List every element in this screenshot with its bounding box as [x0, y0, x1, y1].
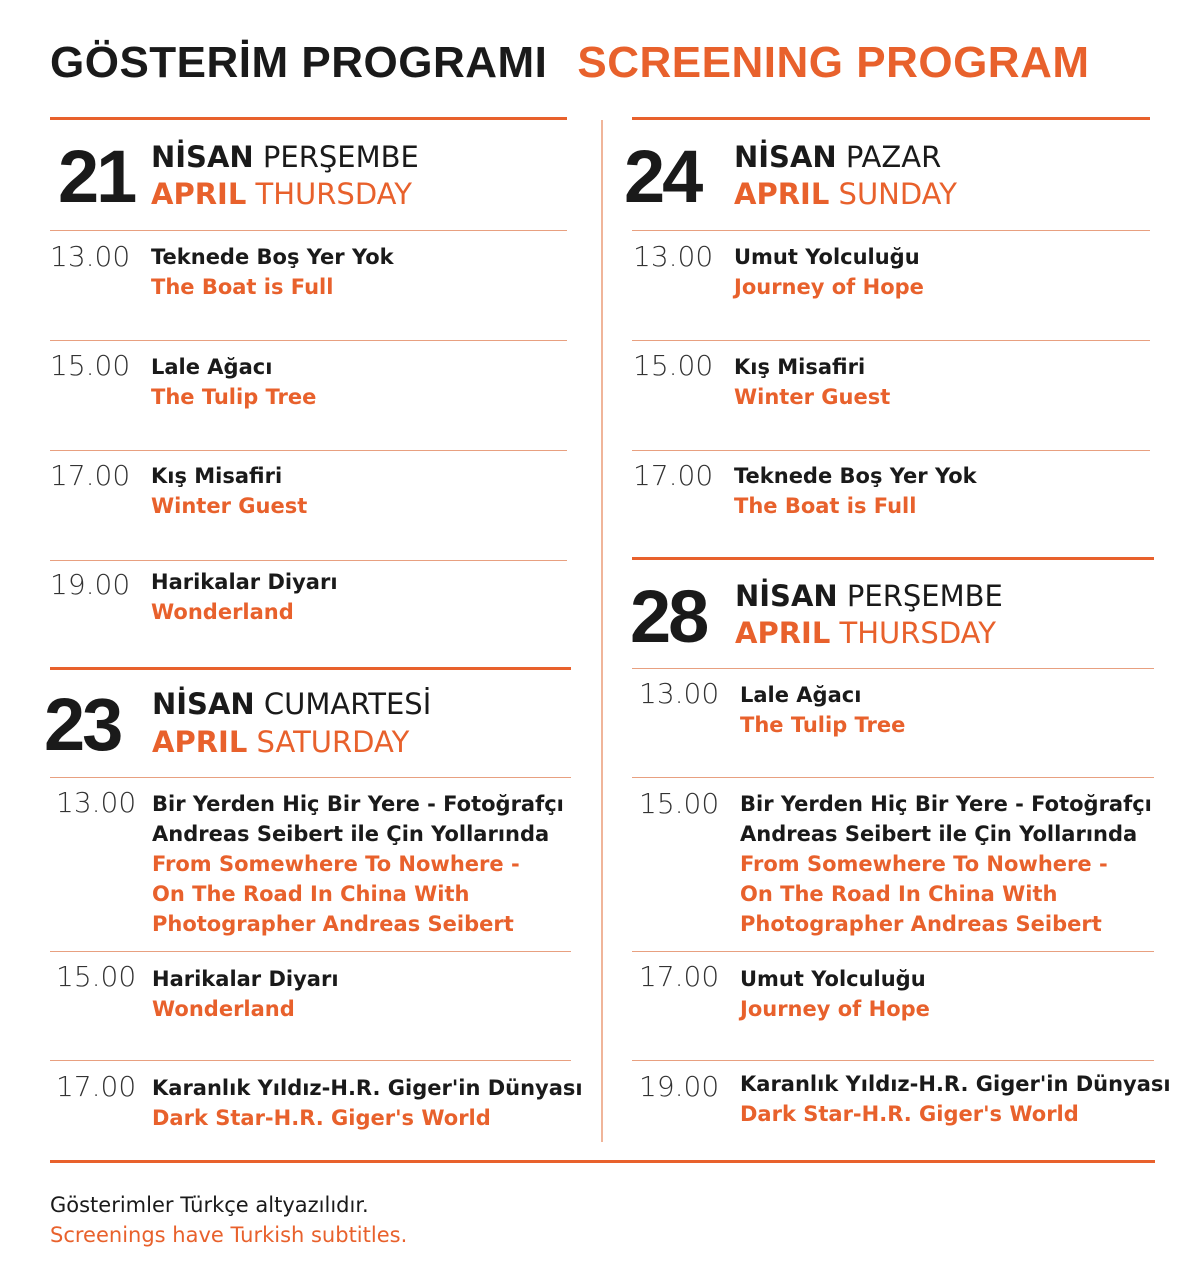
weekday-turkish: PAZAR	[845, 140, 942, 174]
film-title-turkish: Karanlık Yıldız-H.R. Giger'in Dünyası	[152, 1076, 583, 1100]
film-title-turkish: Lale Ağacı	[151, 355, 273, 379]
film-title-english: The Boat is Full	[734, 494, 917, 518]
weekday-english: THURSDAY	[255, 177, 412, 211]
film-title-english: Wonderland	[152, 997, 295, 1021]
screening-time: 17.00	[56, 1070, 137, 1103]
weekday-turkish: PERŞEMBE	[262, 140, 419, 174]
day-header-english	[152, 725, 410, 759]
screening-film	[152, 964, 339, 1024]
day-number: 24	[624, 135, 701, 218]
film-title-turkish: Umut Yolculuğu	[734, 245, 920, 269]
screening-time: 15.00	[56, 960, 137, 993]
film-title-turkish: Kış Misafiri	[734, 355, 866, 379]
film-title-english: Winter Guest	[151, 494, 308, 518]
screening-film	[734, 352, 890, 412]
film-title-turkish: Andreas Seibert ile Çin Yollarında	[740, 822, 1138, 846]
screening-time: 17.00	[639, 960, 720, 993]
film-title-turkish: Umut Yolculuğu	[740, 967, 926, 991]
separator	[50, 1060, 571, 1061]
separator	[632, 951, 1154, 952]
screening-time: 15.00	[633, 349, 714, 382]
screening-film	[151, 567, 338, 627]
day-header-turkish	[735, 579, 1003, 613]
film-title-turkish: Harikalar Diyarı	[152, 967, 339, 991]
day-header-english	[151, 177, 412, 211]
film-title-turkish: Bir Yerden Hiç Bir Yere - Fotoğrafçı	[740, 792, 1152, 816]
screening-film	[152, 789, 564, 939]
separator	[50, 777, 571, 778]
month-turkish: NİSAN	[151, 140, 254, 174]
day-number: 23	[44, 683, 121, 766]
separator	[632, 340, 1150, 341]
screening-film	[740, 964, 930, 1024]
film-title-turkish: Andreas Seibert ile Çin Yollarında	[152, 822, 550, 846]
day-number: 21	[58, 135, 135, 218]
film-title-turkish: Kış Misafiri	[151, 464, 283, 488]
separator	[50, 951, 571, 952]
screening-film	[151, 352, 316, 412]
day-header-english	[735, 616, 996, 650]
screening-film	[151, 242, 394, 302]
film-title-turkish: Bir Yerden Hiç Bir Yere - Fotoğrafçı	[152, 792, 564, 816]
screening-film	[152, 1073, 583, 1133]
weekday-english: SATURDAY	[256, 725, 410, 759]
separator	[632, 1060, 1154, 1061]
month-turkish: NİSAN	[152, 687, 255, 721]
rule-day-24	[632, 117, 1150, 120]
screening-time: 13.00	[633, 240, 714, 273]
rule-day-28	[632, 557, 1154, 560]
weekday-english: SUNDAY	[838, 177, 957, 211]
film-title-english: Photographer Andreas Seibert	[740, 912, 1102, 936]
screening-time: 13.00	[639, 677, 720, 710]
weekday-turkish: PERŞEMBE	[846, 579, 1003, 613]
screening-film	[734, 461, 977, 521]
film-title-turkish: Karanlık Yıldız-H.R. Giger'in Dünyası	[740, 1072, 1171, 1096]
film-title-english: Dark Star-H.R. Giger's World	[152, 1106, 491, 1130]
film-title-english: Journey of Hope	[734, 275, 924, 299]
film-title-english: Winter Guest	[734, 385, 891, 409]
day-header-turkish	[152, 687, 432, 721]
film-title-english: Wonderland	[151, 600, 294, 624]
day-header-turkish	[151, 140, 419, 174]
screening-time: 15.00	[639, 787, 720, 820]
footer-note-turkish: Gösterimler Türkçe altyazılıdır.	[50, 1193, 369, 1217]
month-turkish: NİSAN	[735, 579, 838, 613]
separator	[50, 230, 567, 231]
month-english: APRIL	[151, 177, 247, 211]
film-title-turkish: Teknede Boş Yer Yok	[734, 464, 977, 488]
film-title-turkish: Teknede Boş Yer Yok	[151, 245, 394, 269]
footer-note-english: Screenings have Turkish subtitles.	[50, 1223, 408, 1247]
weekday-turkish: CUMARTESİ	[263, 687, 432, 721]
day-number: 28	[630, 575, 707, 658]
separator	[50, 450, 567, 451]
film-title-english: From Somewhere To Nowhere -	[740, 852, 1108, 876]
film-title-english: Journey of Hope	[740, 997, 930, 1021]
film-title-turkish: Lale Ağacı	[740, 683, 862, 707]
separator	[632, 668, 1154, 669]
screening-time: 17.00	[633, 459, 714, 492]
rule-footer	[50, 1160, 1155, 1163]
column-divider	[601, 120, 603, 1142]
screening-film	[734, 242, 924, 302]
weekday-english: THURSDAY	[839, 616, 996, 650]
screening-time: 13.00	[56, 786, 137, 819]
screening-film	[151, 461, 307, 521]
screening-film	[740, 789, 1152, 939]
film-title-english: From Somewhere To Nowhere -	[152, 852, 520, 876]
footer-note	[50, 1190, 407, 1250]
day-header-turkish	[734, 140, 942, 174]
screening-time: 19.00	[639, 1070, 720, 1103]
screening-film	[740, 1069, 1171, 1129]
screening-time: 15.00	[50, 349, 131, 382]
screening-time: 13.00	[50, 240, 131, 273]
title-turkish: GÖSTERİM PROGRAMI	[50, 38, 548, 87]
film-title-english: On The Road In China With	[740, 882, 1058, 906]
separator	[632, 777, 1154, 778]
rule-day-21	[50, 117, 567, 120]
page-title	[50, 38, 1090, 88]
month-english: APRIL	[734, 177, 830, 211]
screening-time: 17.00	[50, 459, 131, 492]
separator	[50, 340, 567, 341]
separator	[50, 560, 567, 561]
film-title-turkish: Harikalar Diyarı	[151, 570, 338, 594]
film-title-english: Photographer Andreas Seibert	[152, 912, 514, 936]
film-title-english: On The Road In China With	[152, 882, 470, 906]
screening-time: 19.00	[50, 568, 131, 601]
day-header-english	[734, 177, 957, 211]
title-english: SCREENING PROGRAM	[577, 38, 1090, 87]
film-title-english: The Boat is Full	[151, 275, 334, 299]
film-title-english: The Tulip Tree	[151, 385, 317, 409]
film-title-english: Dark Star-H.R. Giger's World	[740, 1102, 1079, 1126]
month-english: APRIL	[152, 725, 248, 759]
rule-day-23	[50, 667, 571, 670]
month-english: APRIL	[735, 616, 831, 650]
month-turkish: NİSAN	[734, 140, 837, 174]
separator	[632, 230, 1150, 231]
separator	[632, 450, 1150, 451]
film-title-english: The Tulip Tree	[740, 713, 906, 737]
screening-film	[740, 680, 905, 740]
